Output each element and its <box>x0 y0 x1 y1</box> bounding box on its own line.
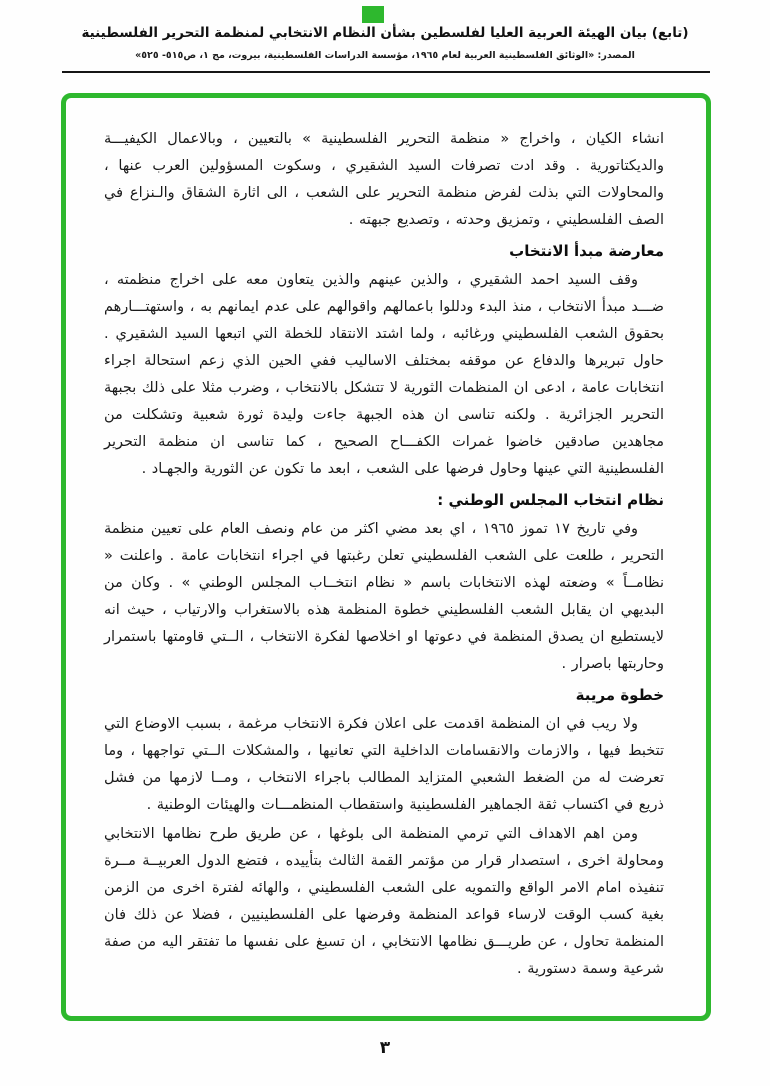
section-heading-election-system: نظام انتخاب المجلس الوطني : <box>437 491 664 509</box>
green-marker-icon <box>362 6 384 23</box>
paragraph-1: انشاء الكيان ، واخراج « منظمة التحرير الفلسطينية » بالتعيين ، وبالاعمال الكيفيـــة والديكتاتورية . وقد ادت تصرفات السيد الشقيري ، وسكوت المسؤولين العرب عنها ، والمحاولات التي بذلت لفرض منظمة التحرير على الشعب ، الى اثارة الشقاق والـنزاع في الصف الفلسطيني ، وتمزيق وحدته ، وتصديع جبهته . <box>104 131 664 228</box>
section-heading-suspicious-step: خطوة مريبة <box>575 686 664 704</box>
section-heading-opposition: معارضة مبدأ الانتخاب <box>509 242 664 260</box>
paragraph-3: وفي تاريخ ١٧ تموز ١٩٦٥ ، اي بعد مضي اكثر من عام ونصف العام على تعيين منظمة التحرير ، طلعت على الشعب الفلسطيني تعلن رغبتها في اجراء انتخابات عامة . واعلنت « نظامــاً » وضعته لهذه الانتخابات باسم « نظام انتخــاب المجلس الوطني » . وكان من البديهي ان يقابل الشعب الفلسطيني خطوة المنظمة هذه بالاستغراب والارتياب ، حيث انه لايستطيع ان يصدق المنظمة في دعوتها او اخلاصها لفكرة الانتخاب ، الــتي قاومتها باستمرار وحاربتها باصرار . <box>104 521 664 672</box>
paragraph-5: ومن اهم الاهداف التي ترمي المنظمة الى بلوغها ، عن طريق طرح نظامها الانتخابي ومحاولة اخرى ، استصدار قرار من مؤتمر القمة الثالث بتأييده ، فتضع الدول العربيــة مــرة تنفيذه امام الامر الواقع والتمويه على الشعب الفلسطيني ، والهائه لفترة اخرى من الزمن بغية كسب الوقت لارساء قواعد المنظمة وفرضها على الفلسطينيين ، فضلا عن ذلك فان المنظمة تحاول ، عن طريـــق نظامها الانتخابي ، ان تسبغ على نفسها ما تفتقر اليه من صفة شرعية وسمة دستورية . <box>104 826 664 977</box>
header-source-line: المصدر: «الوثائق الفلسطينية العربية لعام ١٩٦٥، مؤسسة الدراسات الفلسطينية، بيروت، مج ١، ص٥١٥- ٥٢٥» <box>135 50 635 61</box>
header-title: (تابع) بيان الهيئة العربية العليا لفلسطين بشأن النظام الانتخابي لمنظمة التحرير الفلسطينية <box>81 25 689 41</box>
paragraph-4: ولا ريب في ان المنظمة اقدمت على اعلان فكرة الانتخاب مرغمة ، بسبب الاوضاع التي تتخبط فيها ، والازمات والانقسامات الداخلية التي تعانيها ، والمشكلات الــتي تواجهها ، وما تعرضت له من الضغط الشعبي المتزايد المطالب باجراء الانتخاب ، ومــا لازمها من فشل ذريع في اكتساب ثقة الجماهير الفلسطينية واستقطاب المنظمـــات والهيئات الوطنية . <box>104 716 664 813</box>
paragraph-2: وقف السيد احمد الشقيري ، والذين عينهم والذين يتعاون معه على اخراج منظمته ، ضـــد مبدأ الانتخاب ، منذ البدء ودللوا باعمالهم واقوالهم على عدم ايمانهم به ، واستهتـــارهم بحقوق الشعب الفلسطيني ورغائبه ، ولما اشتد الانتقاد للخطة التي اتبعها السيد الشقيري . حاول تبريرها والدفاع عن موقفه بمختلف الاساليب ففي الحين الذي زعم استحالة اجراء انتخابات عامة ، ادعى ان المنظمات الثورية لا تتشكل بالانتخاب ، وضرب مثلا على ذلك بجبهة التحرير الجزائرية . ولكنه تناسى ان هذه الجبهة جاءت وليدة ثورة شعبية وتشكلت من مجاهدين صادقين خاضوا غمرات الكفـــاح الصحيح ، كما تناسى ان منظمة التحرير الفلسطينية التي عينها وحاول فرضها على الشعب ، ابعد ما تكون عن الثورية والجهـاد . <box>104 272 664 477</box>
page-number: ٣ <box>379 1038 391 1058</box>
content-border-box <box>61 93 711 1021</box>
header-divider <box>62 71 710 73</box>
